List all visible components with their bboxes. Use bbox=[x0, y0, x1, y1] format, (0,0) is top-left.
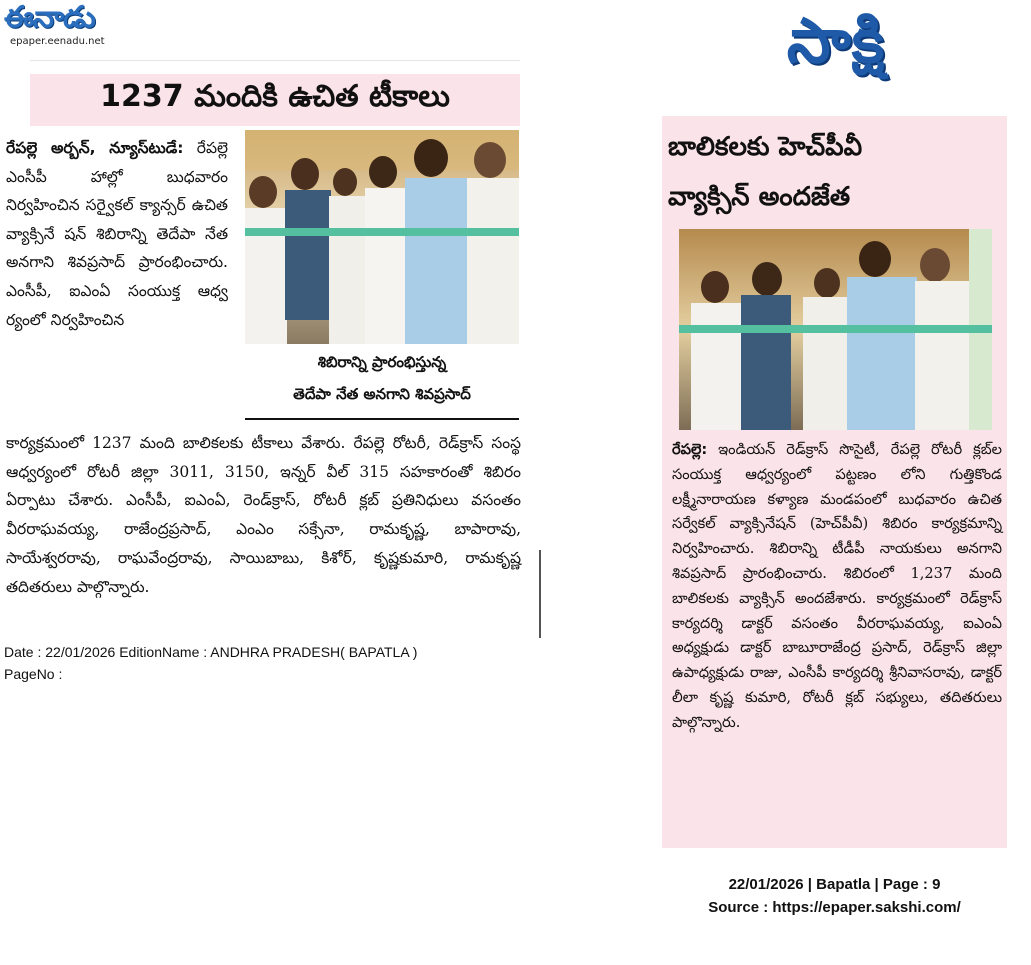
sakshi-footer bbox=[662, 873, 1007, 919]
eenadu-article-text-top: రేపల్లె ఎంసీపీ హాల్లో బుధవారం నిర్వహించిన సర్వైకల్ క్యాన్సర్ ఉచిత వ్యాక్సినే షన్ శిబిరాన్ని తెదేపా నేత అనగాని శివప్రసాద్ ప్రారంభించారు. ఎంసీపీ, ఐఎంఏ సంయుక్త ఆధ్వ ర్యంలో నిర్వహించిన bbox=[6, 139, 228, 329]
eenadu-dateline: రేపల్లె అర్బన్, న్యూస్‌టుడే: bbox=[6, 139, 184, 157]
sakshi-photo bbox=[679, 229, 992, 430]
sakshi-headline-line-1: బాలికలకు హెచ్‌పీవీ bbox=[668, 132, 863, 162]
sakshi-date-page: 22/01/2026 | Bapatla | Page : 9 bbox=[728, 876, 941, 893]
eenadu-article-body-bottom: కార్యక్రమంలో 1237 మంది బాలికలకు టీకాలు వేశారు. రేపల్లె రోటరీ, రెడ్‌క్రాస్ సంస్థ ఆధ్వర్యంలో రోటరీ జిల్లా 3011, 3150, ఇన్నర్ వీల్ 315 సహకారంతో శిబిరం ఏర్పాటు చేశారు. ఎంసీపీ, ఐఎంఏ, రెండ్‌క్రాస్, రోటరీ క్లబ్ ప్రతినిధులు వసంతం వీరరాఘవయ్య, రాజేంద్రప్రసాద్, ఎంఎం సక్సేనా, రామకృష్ణ, బాపారావు, సాయేశ్వరరావు, రాఘవేంద్రరావు, సాయిబాబు, కిశోర్, కృష్ణకుమారి, రామకృష్ణ తదితరులు పాల్గొన్నారు. bbox=[6, 434, 521, 596]
eenadu-page-no: PageNo : bbox=[4, 666, 63, 682]
sakshi-article-body bbox=[672, 438, 1002, 736]
sakshi-headline-line-2: వ్యాక్సిన్ అందజేత bbox=[668, 182, 851, 212]
eenadu-headline: 1237 మందికి ఉచిత టీకాలు bbox=[100, 79, 450, 114]
sakshi-dateline: రేపల్లె: bbox=[672, 441, 708, 458]
ribbon-cutting-photo bbox=[245, 130, 519, 344]
caption-line-2: తెదేపా నేత అనగాని శివప్రసాద్ bbox=[293, 385, 471, 403]
sakshi-headline bbox=[668, 122, 1003, 222]
eenadu-photo bbox=[245, 130, 519, 344]
eenadu-logo bbox=[4, 2, 144, 52]
eenadu-url: epaper.eenadu.net bbox=[10, 36, 105, 47]
eenadu-logo-mark: ఈనాడు bbox=[4, 0, 95, 35]
sakshi-logo: సాక్షి bbox=[786, 4, 886, 77]
column-divider bbox=[539, 550, 541, 638]
eenadu-photo-caption bbox=[245, 346, 519, 420]
eenadu-date-edition: Date : 22/01/2026 EditionName : ANDHRA PRADESH( BAPATLA ) bbox=[4, 644, 418, 660]
eenadu-article-body-top bbox=[6, 134, 228, 334]
sakshi-source: Source : https://epaper.sakshi.com/ bbox=[708, 899, 961, 916]
sakshi-article-text: ఇండియన్ రెడ్‌క్రాస్ సొసైటీ, రేపల్లె రోటరీ క్లబ్‌ల సంయుక్త ఆధ్వర్యంలో పట్టణం లోని గుత్తికొండ లక్ష్మీనారాయణ కళ్యాణ మండపంలో బుధవారం ఉచిత సర్వేకల్ వ్యాక్సినేషన్ (హెచ్‌పీవీ) శిబిరం కార్యక్రమాన్ని నిర్వహించారు. శిబిరాన్ని టీడీపీ నాయకులు అనగాని శివప్రసాద్ ప్రారంభించారు. శిబిరంలో 1,237 మంది బాలికలకు వ్యాక్సిన్ అందజేశారు. కార్యక్రమంలో రెడ్‌క్రాస్ కార్యదర్శి డాక్టర్ వసంతం వీరరాఘవయ్య, ఐఎంఏ అధ్యక్షుడు డాక్టర్ బాబూరాజేంద్ర ప్రసాద్, రెడ్‌క్రాస్ జిల్లా ఉపాధ్యక్షుడు రాజు, ఎంసీపీ కార్యదర్శి శ్రీనివాసరావు, డాక్టర్ లీలా కృష్ణ కుమారి, రోటరీ క్లబ్ సభ్యులు, తదితరులు పాల్గొన్నారు. bbox=[672, 441, 1002, 731]
ribbon-cutting-photo bbox=[679, 229, 992, 430]
eenadu-footer bbox=[4, 641, 524, 685]
caption-line-1: శిబిరాన్ని ప్రారంభిస్తున్న bbox=[317, 353, 447, 371]
divider bbox=[30, 60, 520, 61]
